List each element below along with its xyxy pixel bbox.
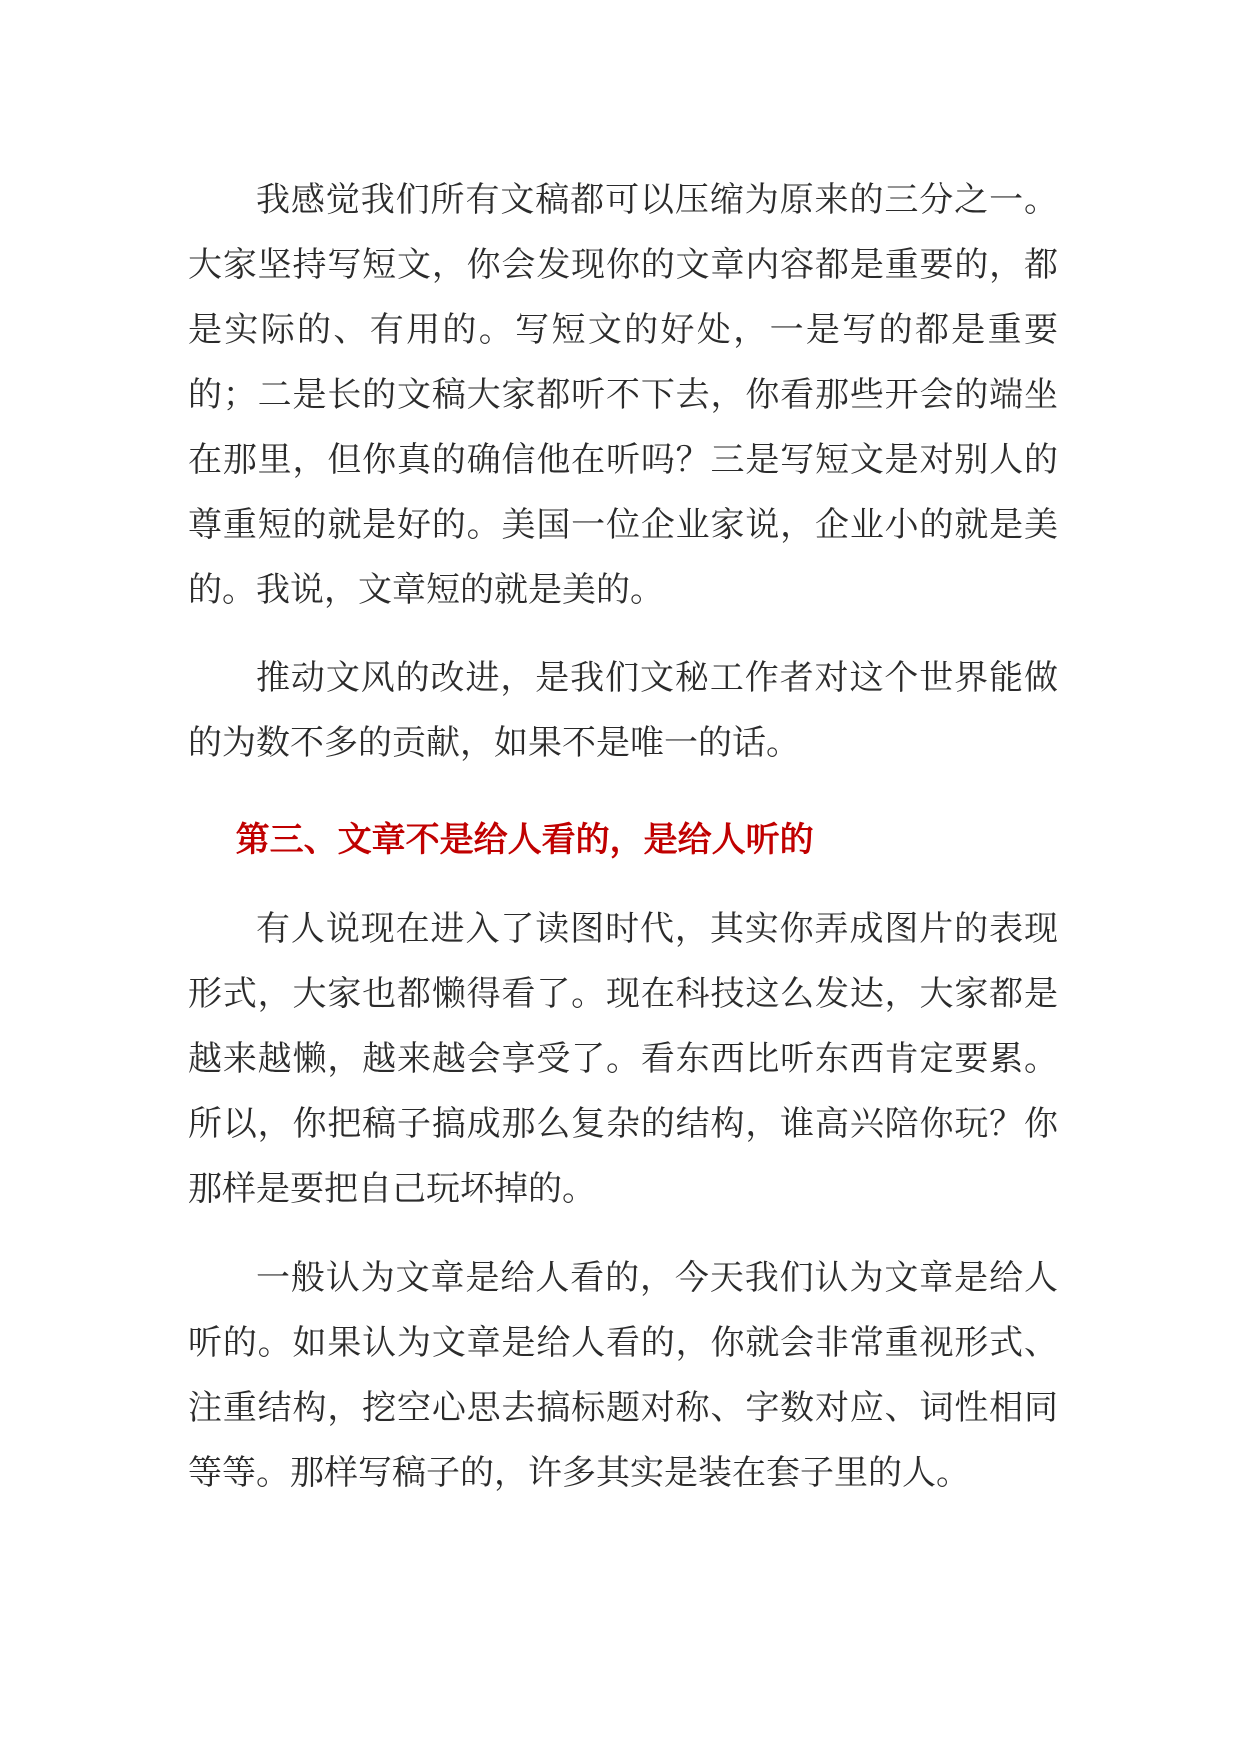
- paragraph-writing-style: 推动文风的改进，是我们文秘工作者对这个世界能做的为数不多的贡献，如果不是唯一的话。: [188, 658, 1058, 763]
- paragraph-short-writing: 我感觉我们所有文稿都可以压缩为原来的三分之一。大家坚持写短文，你会发现你的文章内容都是重要的，都是实际的、有用的。写短文的好处，一是写的都是重要的；二是长的文稿大家都听不下去，你看那些开会的端坐在那里，但你真的确信他在听吗？三是写短文是对别人的尊重短的就是好的。美国一位企业家说，企业小的就是美的。我说，文章短的就是美的。: [188, 180, 1058, 610]
- paragraph-listening: 一般认为文章是给人看的，今天我们认为文章是给人听的。如果认为文章是给人看的，你就会非常重视形式、注重结构，挖空心思去搞标题对称、字数对应、词性相同等等。那样写稿子的，许多其实是装在套子里的人。: [188, 1258, 1058, 1493]
- section-heading: 第三、文章不是给人看的，是给人听的: [235, 820, 814, 860]
- paragraph-reading-era: 有人说现在进入了读图时代，其实你弄成图片的表现形式，大家也都懒得看了。现在科技这么发达，大家都是越来越懒，越来越会享受了。看东西比听东西肯定要累。所以，你把稿子搞成那么复杂的结构，谁高兴陪你玩？你那样是要把自己玩坏掉的。: [188, 909, 1058, 1209]
- document-body: [188, 168, 1058, 1506]
